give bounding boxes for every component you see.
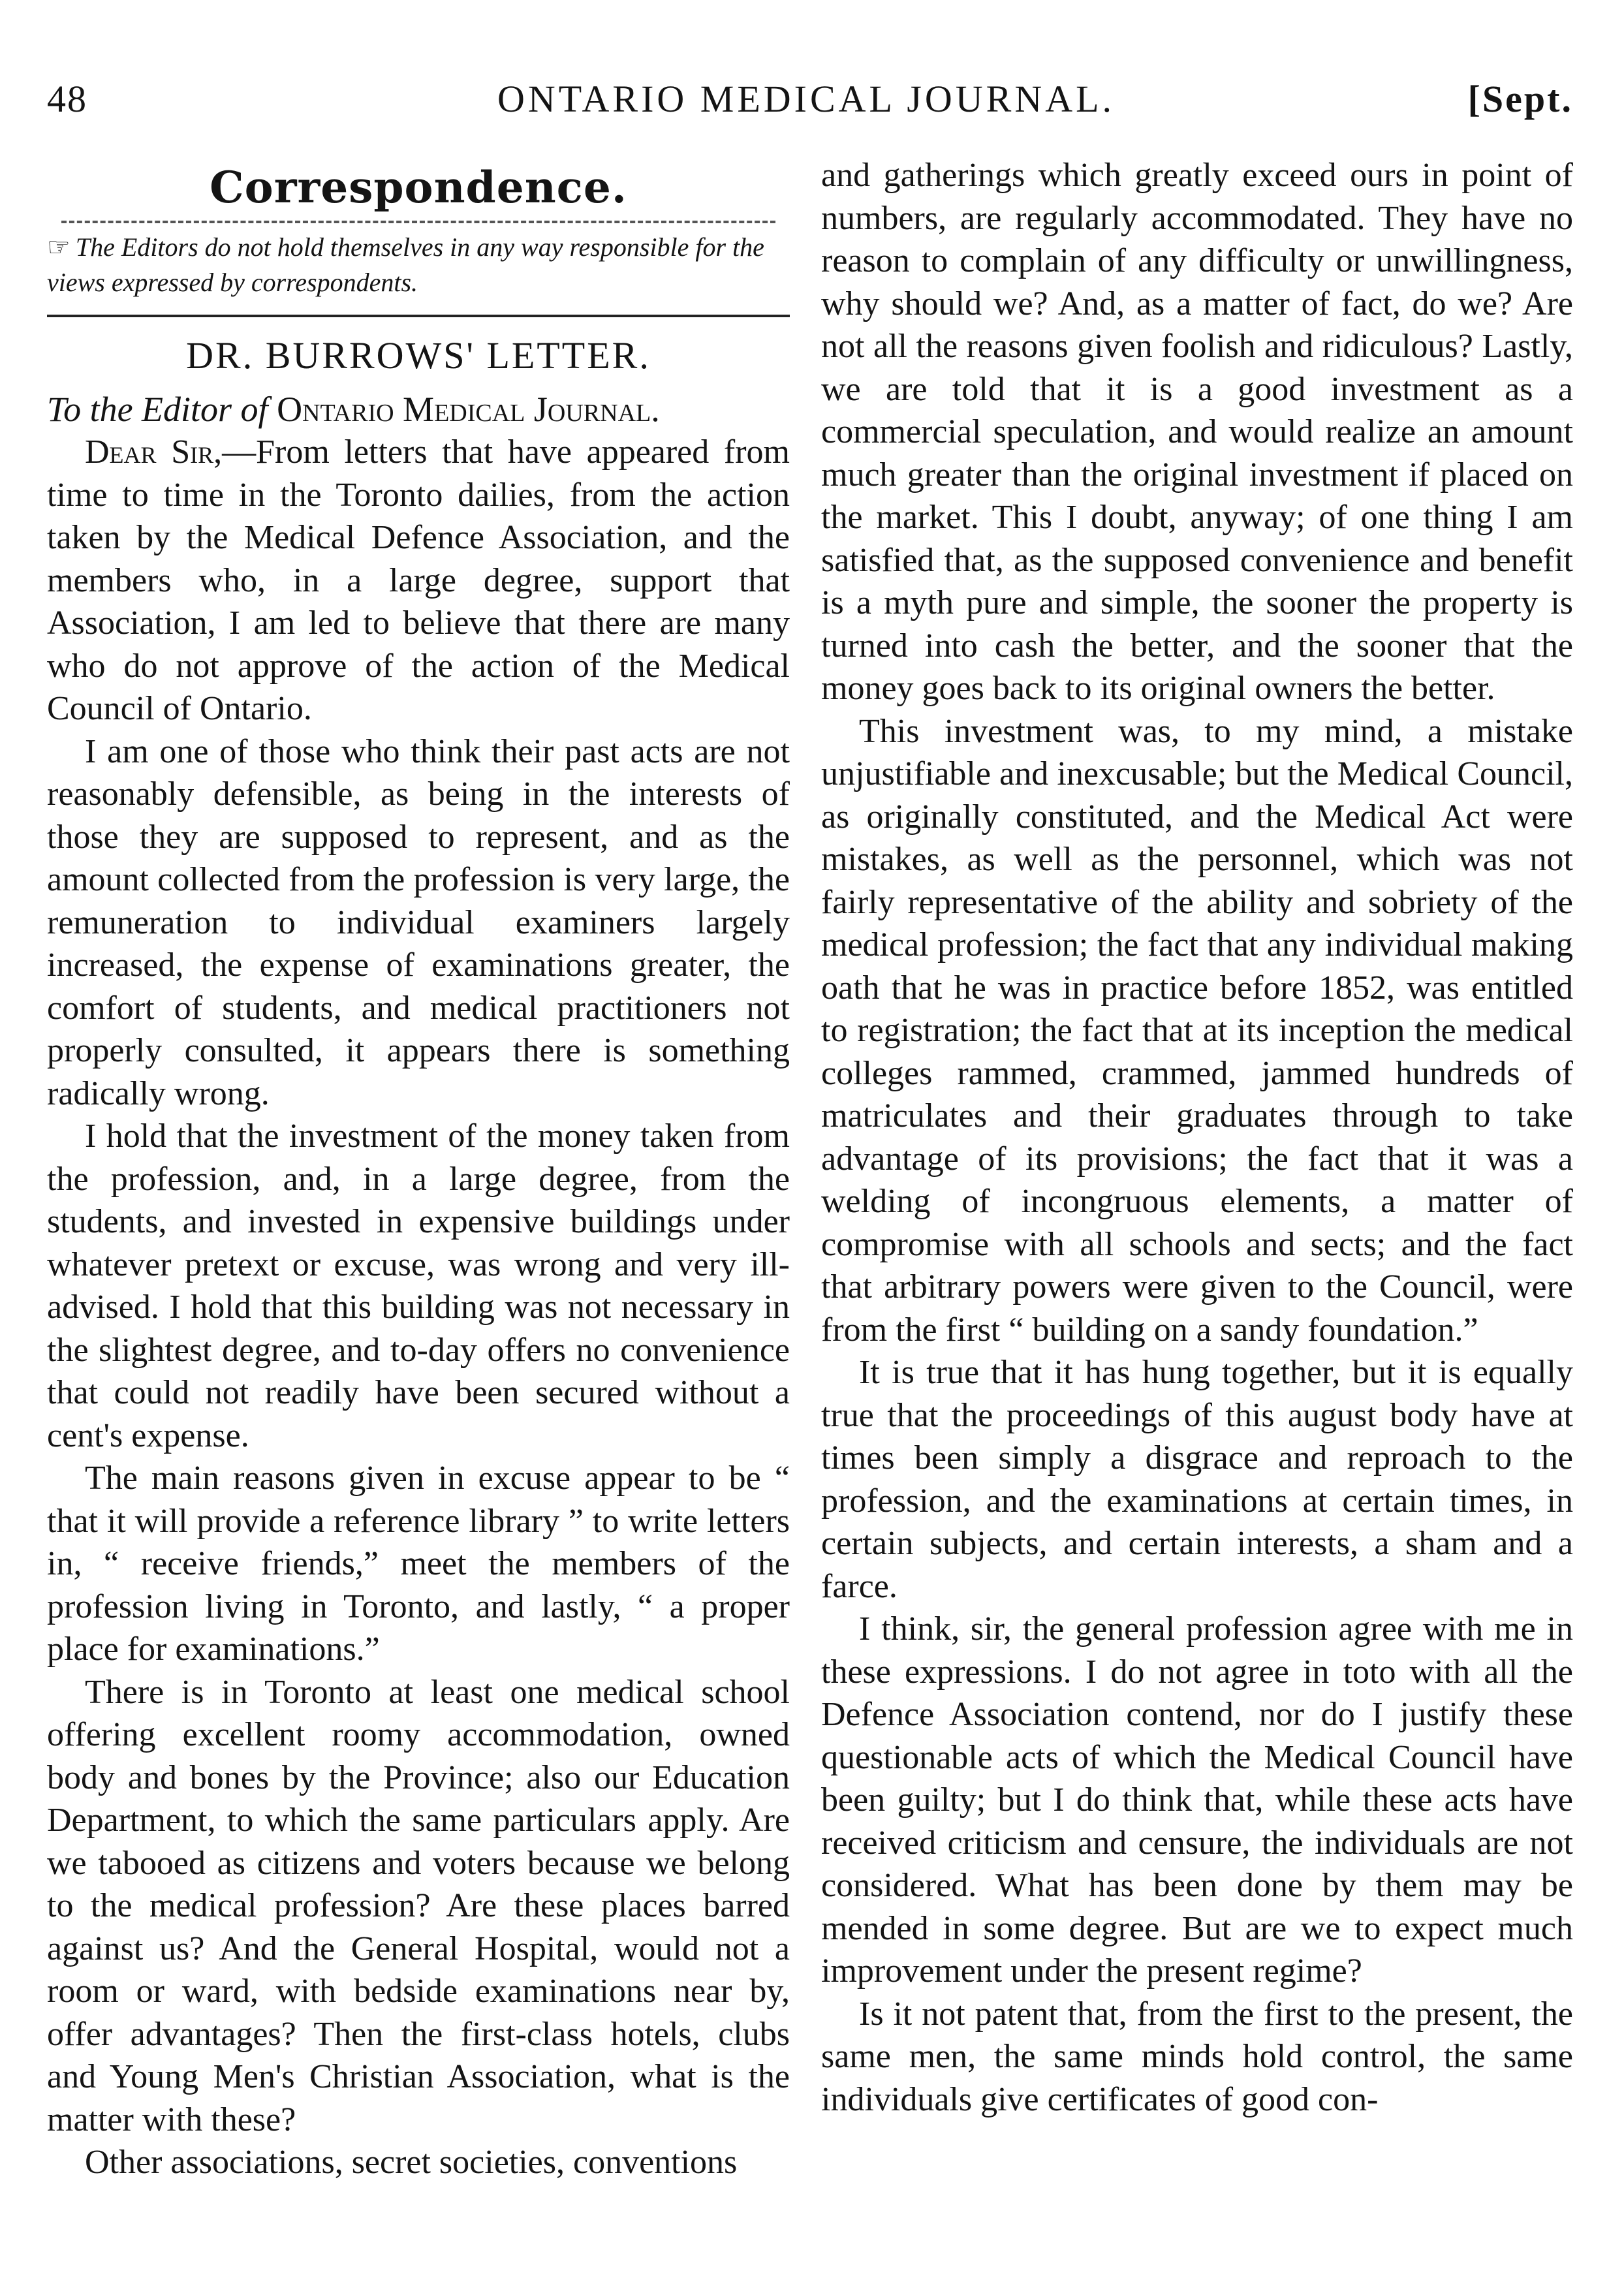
paragraph: The main reasons given in excuse appear to be “ that it will provide a reference library ” to write letters in, “ receive friends,” meet the members of the profession living in Toronto, and lastly, “ a proper place for examinations.” [47, 1460, 790, 1668]
paragraph: I hold that the investment of the money taken from the profession, and, in a large degree, from the students, and invested in expensive buildings under whatever pretext or excuse, was wrong and very ill-advised. I hold that this building was not necessary in the slightest degree, and to-day offers no convenience that could not readily have been secured without a cent's expense. [47, 1118, 790, 1454]
dashed-divider [61, 221, 775, 223]
letter-title: DR. BURROWS' LETTER. [186, 334, 651, 377]
journal-title: ONTARIO MEDICAL JOURNAL. [497, 78, 1116, 120]
paragraph: I am one of those who think their past acts are not reasonably defensible, as being in the interests of those they are supposed to represent, and as the amount collected from the profession is very large, the remuneration to individual examiners largely increased, the expense of examinations greater, the comfort of students, and medical practitioners not properly consulted, it appears there is something radically wrong. [47, 732, 790, 1112]
opening-words: Dear Sir, [85, 433, 223, 471]
paragraph: This investment was, to my mind, a mistake unjustifiable and inexcusable; but the Medical Council, as originally constituted, and the Medical Act were mistakes, as well as the personnel, which was not fairly representative of the ability and sobriety of the medical profession; the fact that any individual making oath that he was in practice before 1852, was entitled to registration; the fact that at its inception the medical colleges rammed, crammed, jammed hundreds of matriculates and their graduates through to take advantage of its provisions; the fact that it was a welding of incongruous elements, a matter of compromise with all schools and sects; and the fact that arbitrary powers were given to the Council, were from the first “ building on a sandy foundation.” [821, 712, 1573, 1349]
issue-month: [Sept. [1467, 78, 1573, 120]
paragraph-continued: and gatherings which greatly exceed ours in point of numbers, are regularly accommodated. They have no reason to complain of any difficulty or unwillingness, why should we? And, as a matter of fact, do we? Are not all the reasons given foolish and ridiculous? Lastly, we are told that it is a good investment as a commercial speculation, and would realize an amount much greater than the original investment if placed on the market. This I doubt, anyway; of one thing I am satisfied that, as the supposed convenience and benefit is a myth pure and simple, the sooner the property is turned into cash the better, and the sooner that the money goes back to its original owners the better. [821, 157, 1573, 707]
running-head [39, 73, 1573, 125]
editors-disclaimer [47, 230, 783, 300]
salutation: To the Editor of Ontario Medical Journal. [47, 390, 660, 429]
left-column [47, 154, 790, 2184]
page-number: 48 [47, 78, 87, 120]
paragraph: There is in Toronto at least one medical school offering excellent roomy accommodation, owned body and bones by the Province; also our Education Department, to which the same particulars apply. Are we tabooed as citizens and voters because we belong to the medical profession? Are these places barred against us? And the General Hospital, would not a room or ward, with bedside examinations near by, offer advantages? Then the first-class hotels, clubs and Young Men's Christian Association, what is the matter with these? [47, 1673, 790, 2138]
pointing-hand-icon: ☞ [47, 232, 70, 262]
right-column [821, 154, 1573, 2121]
paragraph: Other associations, secret societies, conventions [85, 2144, 738, 2181]
paragraph: It is true that it has hung together, but it is equally true that the proceedings of this august body have at times been simply a disgrace and reproach to the profession, and the examinations at certain times, in certain subjects, and certain interests, a sham and a farce. [821, 1354, 1573, 1605]
section-title: Correspondence. [210, 162, 627, 213]
paragraph: I think, sir, the general profession agree with me in these expressions. I do not agree in toto with all the Defence Association contend, nor do I justify these questionable acts of which the Medical Council have been guilty; but I do think that, while these acts have received criticism and censure, the individuals are not considered. What has been done by them may be mended in some degree. But are we to expect much improvement under the present regime? [821, 1610, 1573, 1990]
section-divider [47, 315, 790, 317]
disclaimer-text: The Editors do not hold themselves in any way responsible for the views expressed by correspondents. [47, 232, 764, 297]
paragraph: Is it not patent that, from the first to the present, the same men, the same minds hold control, the same individuals give certificates of good con- [821, 1995, 1573, 2118]
paragraph: Dear Sir,—From letters that have appeared from time to time in the Toronto dailies, from the action taken by the Medical Defence Association, and the members who, in a large degree, support that Association, I am led to believe that there are many who do not approve of the action of the Medical Council of Ontario. [47, 433, 790, 727]
